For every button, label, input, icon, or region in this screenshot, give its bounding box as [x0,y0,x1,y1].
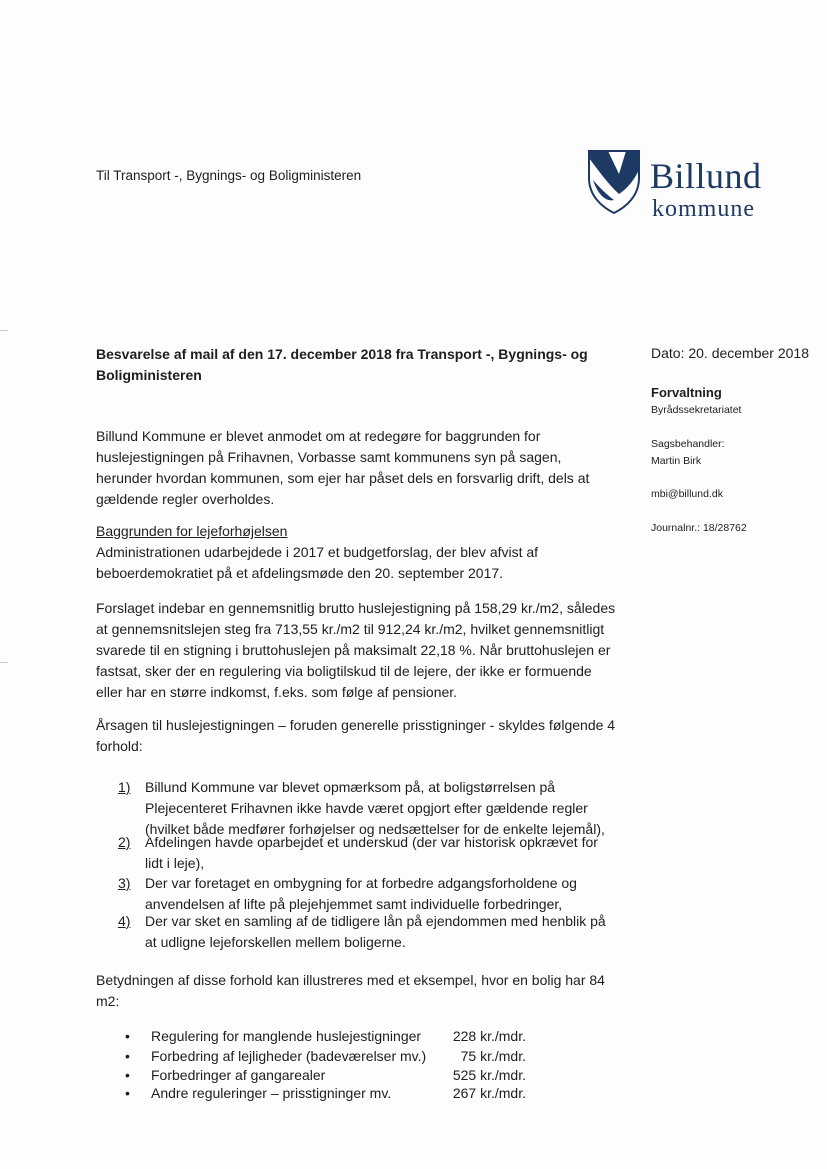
logo-name: Billund [650,156,762,196]
list-number: 4) [118,913,131,929]
department: Forvaltning [651,385,722,400]
bullet-amount: 525 kr./mdr. [452,1067,526,1083]
list-text: Afdelingen havde oparbejdet et underskud (der var historisk opkrævet for lidt i leje), [145,834,598,871]
intro-paragraph: Billund Kommune er blevet anmodet om at redegøre for baggrunden for huslejestigningen på Frihavnen, Vorbasse samt kommunens syn på sagen, herunder hvordan kommunen, som ejer har påset dels en forsvarlig drift, dels at gældende regler overholdes. [96,428,590,507]
email: mbi@billund.dk [651,488,723,500]
list-item [118,832,608,874]
scan-margin-mark [0,662,8,663]
recipient-line: Til Transport -, Bygnings- og Boligministeren [96,168,362,183]
subject-heading: Besvarelse af mail af den 17. december 2018 fra Transport -, Bygnings- og Boligministeren [96,346,588,383]
bullet-dot: • [125,1028,130,1044]
journal-number: Journalnr.: 18/28762 [651,522,747,534]
bullet-dot: • [125,1067,130,1083]
paragraph-3: Årsagen til huslejestigningen – foruden generelle prisstigninger - skyldes følgende 4 forhold: [96,717,616,754]
list-text: Der var foretaget en ombygning for at forbedre adgangsforholdene og anvendelsen af lifte på plejehjemmet samt individuelle forbedringer, [145,875,577,912]
scan-margin-mark [0,330,8,331]
paragraph-2: Forslaget indebar en gennemsnitlig brutto huslejestigning på 158,29 kr./m2, således at gennemsnitslejen steg fra 713,55 kr./m2 til 912,24 kr./m2, hvilket gennemsnitligt svarede til en stigning i bruttohuslejen på maksimalt 22,18 %. Når bruttohuslejen er fastsat, sker der en regulering via boligtilskud til de lejere, der ikke er formuende eller har en større indkomst, f.eks. som følge af pensioner. [96,600,616,700]
bullet-label: Regulering for manglende huslejestigninger [151,1028,422,1044]
paragraph-1: Administrationen udarbejdede i 2017 et budgetforslag, der blev afvist af beboerdemokratiet på et afdelingsmøde den 20. september 2017. [96,544,539,581]
unit: Byrådssekretariatet [651,404,742,416]
paragraph-4: Betydningen af disse forhold kan illustreres med et eksempel, hvor en bolig har 84 m2: [96,972,605,1009]
bullet-amount: 267 kr./mdr. [452,1085,526,1101]
logo-subtitle: kommune [652,196,755,222]
billund-shield-icon [588,150,640,214]
bullet-dot: • [125,1085,130,1101]
bullet-label: Forbedring af lejligheder (badeværelser mv.) [151,1048,427,1064]
bullet-amount: 75 kr./mdr. [460,1048,526,1064]
case-worker-label: Sagsbehandler: [651,438,725,450]
list-text: Billund Kommune var blevet opmærksom på, at boligstørrelsen på Plejecenteret Frihavnen ikke havde været opgjort efter gældende regler (hvilket både medfører forhøjelser og nedsættelser for de enkelte lejemål), [145,779,605,837]
case-worker: Martin Birk [651,455,702,467]
list-number: 1) [118,779,131,795]
date: Dato: 20. december 2018 [651,345,809,361]
bullet-dot: • [125,1048,130,1064]
list-item [118,911,608,953]
list-item [118,777,608,840]
section-heading: Baggrunden for lejeforhøjelsen [96,523,288,539]
bullet-label: Andre reguleringer – prisstigninger mv. [151,1085,392,1101]
bullet-label: Forbedringer af gangarealer [151,1067,326,1083]
list-item [118,873,608,915]
list-number: 3) [118,875,131,891]
list-text: Der var sket en samling af de tidligere lån på ejendommen med henblik på at udligne lejeforskellen mellem boligerne. [145,913,606,950]
billund-logo [588,150,788,230]
bullet-amount: 228 kr./mdr. [452,1028,526,1044]
list-number: 2) [118,834,131,850]
